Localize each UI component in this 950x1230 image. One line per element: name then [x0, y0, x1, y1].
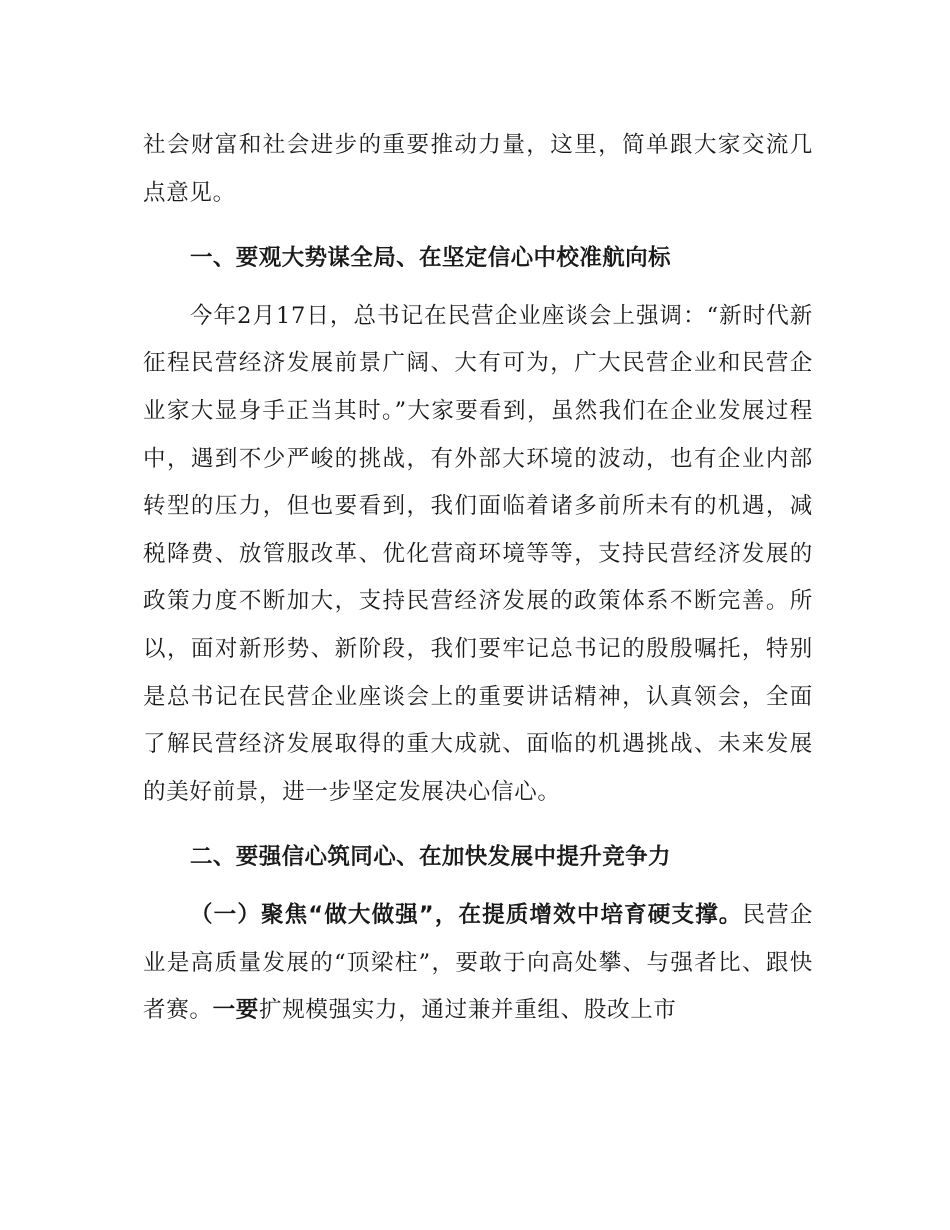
opening-paragraph: 社会财富和社会进步的重要推动力量，这里，简单跟大家交流几点意见。	[143, 132, 813, 206]
section1-paragraph: 今年2月17日，总书记在民营企业座谈会上强调：“新时代新征程民营经济发展前景广阔、大有可为，广大民营企业和民营企业家大显身手正当其时。”大家要看到，虽然我们在企业发展过程中，遇到不少严峻的挑战，有外部大环境的波动，也有企业内部转型的压力，但也要看到，我们面临着诸多前所未有的机遇，减税降费、放管服改革、优化营商环境等等，支持民营经济发展的政策力度不断加大，支持民营经济发展的政策体系不断完善。所以，面对新形势、新阶段，我们要牢记总书记的殷殷嘱托，特别是总书记在民营企业座谈会上的重要讲话精神，认真领会，全面了解民营经济发展取得的重大成就、面临的机遇挑战、未来发展的美好前景，进一步坚定发展决心信心。	[143, 302, 813, 805]
subsection1-lead-title: （一）聚焦“做大做强”，在提质增效中培育硬支撑。	[190, 901, 743, 928]
subsection1-text-part2: 扩规模强实力，通过兼并重组、股改上市	[259, 997, 677, 1024]
subsection1-paragraph	[143, 892, 813, 1035]
section1-heading: 一、要观大势谋全局、在坚定信心中校准航向标	[190, 245, 671, 272]
subsection1-text-part1: 民营企业是高质量发展的“顶梁柱”，要敢于向高处攀、与强者比、跟快者赛。	[143, 901, 813, 1024]
document-page	[143, 122, 813, 1035]
section2-heading: 二、要强信心筑同心、在加快发展中提升竞争力	[190, 844, 671, 871]
inline-bold-first: 一要	[212, 997, 260, 1024]
